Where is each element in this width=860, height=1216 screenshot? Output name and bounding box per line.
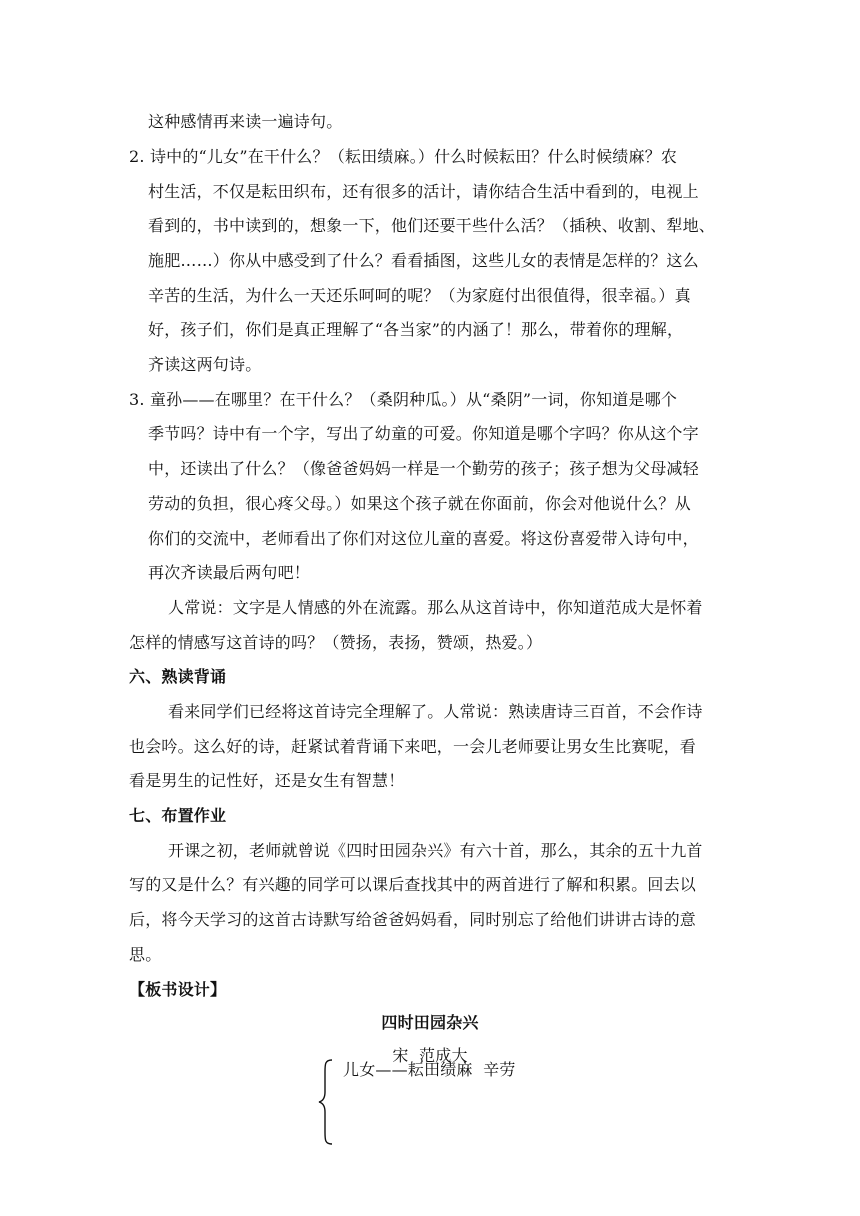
section6-line-1: 看来同学们已经将这首诗完全理解了。人常说：熟读唐诗三百首，不会作诗 [168, 702, 703, 721]
section7-line-3: 后，将今天学习的这首古诗默写给爸爸妈妈看，同时别忘了给他们讲讲古诗的意 [129, 910, 697, 929]
curly-brace-icon [316, 1058, 336, 1146]
section6-line-3: 看是男生的记性好，还是女生有智慧！ [129, 771, 405, 790]
item2-line-1: 2. 诗中的“儿女”在干什么？（耘田绩麻。）什么时候耘田？什么时候绩麻？农 [129, 147, 678, 166]
board-author: 宋 范成大 [392, 1046, 468, 1065]
item3-line-6: 再次齐读最后两句吧！ [148, 563, 311, 582]
item3-line-4: 劳动的负担，很心疼父母。）如果这个孩子就在你面前，你会对他说什么？从 [148, 494, 691, 513]
item2-line-7: 齐读这两句诗。 [148, 355, 262, 374]
item2-line-4: 施肥……）你从中感受到了什么？看看插图，这些儿女的表情是怎样的？这么 [148, 251, 699, 270]
section7-line-4: 思。 [129, 945, 162, 964]
section6-line-2: 也会吟。这么好的诗，赶紧试着背诵下来吧，一会儿老师要让男女生比赛呢，看 [129, 737, 697, 756]
board-title: 四时田园杂兴 [381, 1013, 479, 1032]
board-heading: 【板书设计】 [129, 980, 227, 999]
item3-line-5: 你们的交流中，老师看出了你们对这位儿童的喜爱。将这份喜爱带入诗句中， [148, 529, 699, 548]
item3-line-3: 中，还读出了什么？（像爸爸妈妈一样是一个勤劳的孩子；孩子想为父母减轻 [148, 459, 699, 478]
section7-heading: 七、布置作业 [129, 806, 227, 825]
item2-line-6: 好，孩子们，你们是真正理解了“各当家”的内涵了！那么，带着你的理解， [148, 320, 684, 339]
section7-line-2: 写的又是什么？有兴趣的同学可以课后查找其中的两首进行了解和积累。回去以 [129, 875, 697, 894]
summary-line-2: 怎样的情感写这首诗的吗？（赞扬，表扬，赞颂，热爱。） [129, 633, 543, 652]
item2-line-2: 村生活，不仅是耘田织布，还有很多的活计，请你结合生活中看到的，电视上 [148, 182, 699, 201]
item2-line-3: 看到的，书中读到的，想象一下，他们还要干些什么活？（插秧、收割、犁地、 [148, 216, 716, 235]
item2-line-5: 辛苦的生活，为什么一天还乐呵呵的呢？（为家庭付出很值得，很幸福。）真 [148, 286, 691, 305]
item3-line-1: 3. 童孙——在哪里？在干什么？（桑阴种瓜。）从“桑阴”一词，你知道是哪个 [129, 390, 678, 409]
paragraph-line: 这种感情再来读一遍诗句。 [148, 112, 343, 131]
item3-line-2: 季节吗？诗中有一个字，写出了幼童的可爱。你知道是哪个字吗？你从这个字 [148, 424, 699, 443]
section7-line-1: 开课之初，老师就曾说《四时田园杂兴》有六十首，那么，其余的五十九首 [168, 841, 703, 860]
section6-heading: 六、熟读背诵 [129, 667, 227, 686]
board-row-children: 儿女——耘田绩麻 辛劳 [343, 1060, 516, 1079]
summary-line-1: 人常说：文字是人情感的外在流露。那么从这首诗中，你知道范成大是怀着 [168, 598, 703, 617]
